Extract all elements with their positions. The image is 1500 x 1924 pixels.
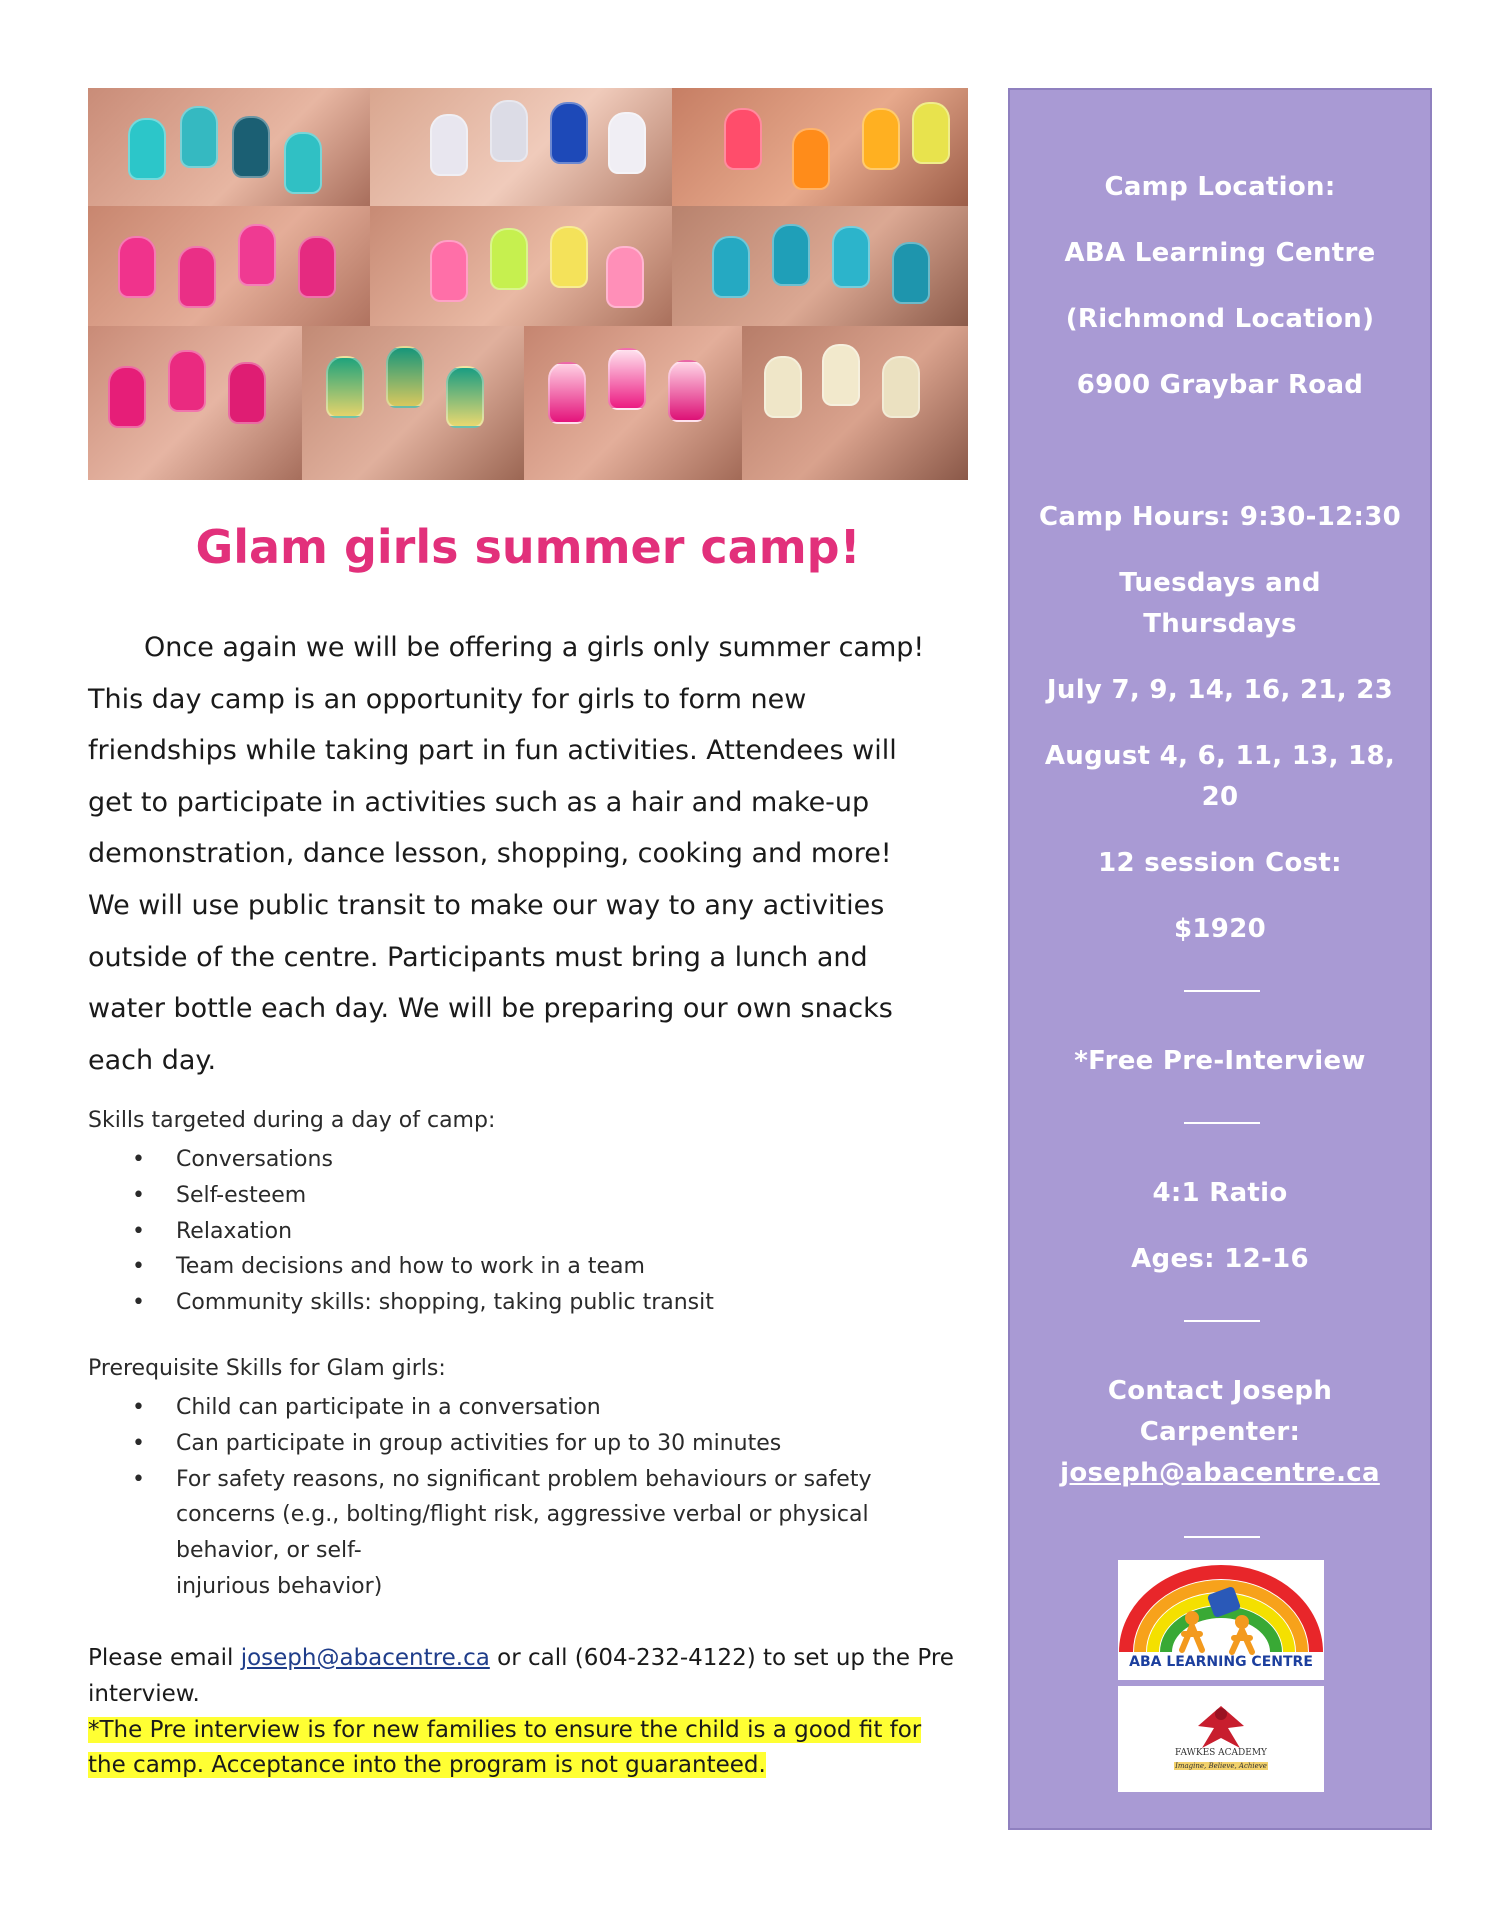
session-cost-label: 12 session Cost: (1098, 848, 1342, 878)
list-item: • Conversations (88, 1142, 968, 1178)
nail-art-photo-collage (88, 88, 968, 480)
prereq-heading: Prerequisite Skills for Glam girls: (88, 1356, 446, 1381)
intro-line: get to participate in activities such as a hair and make-up (88, 786, 870, 818)
contact-email-link[interactable]: joseph@abacentre.ca (1060, 1458, 1380, 1488)
contact-line2: Carpenter: (1139, 1417, 1301, 1447)
contact-line2: interview. (88, 1681, 200, 1707)
phoenix-bird-icon (1118, 1686, 1324, 1792)
skills-list (88, 1142, 968, 1321)
fawkes-academy-logo (1118, 1686, 1324, 1792)
centre-location: (Richmond Location) (1065, 304, 1375, 334)
pre-interview-note (88, 1713, 968, 1783)
intro-line: each day. (88, 1044, 217, 1076)
session-cost-value: $1920 (1174, 914, 1266, 944)
intro-line: This day camp is an opportunity for girls to form new (88, 683, 807, 715)
contact-email-link[interactable]: joseph@abacentre.ca (240, 1645, 490, 1671)
photo-pink-leopard-nails (88, 326, 302, 480)
photo-speckled-cream-nails (742, 326, 968, 480)
page-title: Glam girls summer camp! (195, 520, 861, 574)
camp-location-label: Camp Location: (1104, 172, 1336, 202)
list-item: • Can participate in group activities for up to 30 minutes (88, 1426, 968, 1462)
camp-days-line1: Tuesdays and (1119, 568, 1321, 598)
list-item: • Self-esteem (88, 1178, 968, 1214)
list-item: • Team decisions and how to work in a team (88, 1249, 968, 1285)
contact-suffix: or call (604-232-4122) to set up the Pre (489, 1645, 954, 1671)
divider (1184, 1320, 1260, 1322)
list-item-text: concerns (e.g., bolting/flight risk, aggressive verbal or physical (176, 1502, 869, 1528)
photo-neon-swirl-nails (370, 206, 672, 326)
photo-silver-blue-nails (370, 88, 672, 206)
contact-line1: Contact Joseph (1107, 1376, 1333, 1406)
august-dates-line2: 20 (1201, 782, 1239, 812)
intro-line: outside of the centre. Participants must bring a lunch and (88, 941, 868, 973)
photo-green-ombre-nails (302, 326, 524, 480)
intro-line: water bottle each day. We will be preparing our own snacks (88, 993, 893, 1025)
free-pre-interview: *Free Pre-Interview (1074, 1046, 1366, 1076)
list-item: • Relaxation (88, 1214, 968, 1250)
intro-paragraph (88, 622, 978, 1086)
aba-logo-text: ABA LEARNING CENTRE (1129, 1654, 1313, 1670)
list-item-text: injurious behavior) (176, 1573, 383, 1599)
july-dates: July 7, 9, 14, 16, 21, 23 (1046, 675, 1394, 705)
camp-info-sidebar (1008, 88, 1432, 1830)
photo-teal-glitter-nails (88, 88, 370, 206)
age-range: Ages: 12-16 (1131, 1244, 1309, 1274)
list-item (88, 1462, 968, 1605)
list-item-text: For safety reasons, no significant problem behaviours or safety (176, 1466, 872, 1492)
list-item: • Community skills: shopping, taking public transit (88, 1285, 968, 1321)
fawkes-logo-tagline: Imagine, Believe, Achieve (1175, 1762, 1267, 1770)
photo-leopard-teal-nails (672, 206, 968, 326)
camp-days-line2: Thursdays (1143, 609, 1297, 639)
divider (1184, 1122, 1260, 1124)
prereq-list (88, 1390, 968, 1605)
aba-learning-centre-logo (1118, 1560, 1324, 1680)
contact-instructions (88, 1640, 988, 1712)
divider (1184, 990, 1260, 992)
photo-pink-chevron-nails (88, 206, 370, 326)
note-line2: the camp. Acceptance into the program is not guaranteed. (88, 1752, 766, 1778)
camp-address: 6900 Graybar Road (1076, 370, 1364, 400)
staff-ratio: 4:1 Ratio (1152, 1178, 1288, 1208)
intro-line: demonstration, dance lesson, shopping, cooking and more! (88, 838, 892, 870)
intro-line: We will use public transit to make our way to any activities (88, 889, 885, 921)
centre-name: ABA Learning Centre (1064, 238, 1376, 268)
intro-line: Once again we will be offering a girls only summer camp! (144, 632, 925, 663)
list-item: • Child can participate in a conversation (88, 1390, 968, 1426)
august-dates-line1: August 4, 6, 11, 13, 18, (1044, 741, 1396, 771)
divider (1184, 1536, 1260, 1538)
note-line1: *The Pre interview is for new families to ensure the child is a good fit for (88, 1717, 922, 1743)
skills-heading: Skills targeted during a day of camp: (88, 1108, 496, 1133)
contact-prefix: Please email (88, 1645, 241, 1671)
camp-hours: Camp Hours: 9:30-12:30 (1038, 502, 1402, 532)
photo-pink-ombre-nails (524, 326, 742, 480)
fawkes-logo-text: FAWKES ACADEMY (1175, 1748, 1267, 1758)
list-item-text: behavior, or self- (176, 1538, 362, 1564)
intro-line: friendships while taking part in fun activities. Attendees will (88, 735, 897, 767)
photo-orange-pink-nails (672, 88, 968, 206)
